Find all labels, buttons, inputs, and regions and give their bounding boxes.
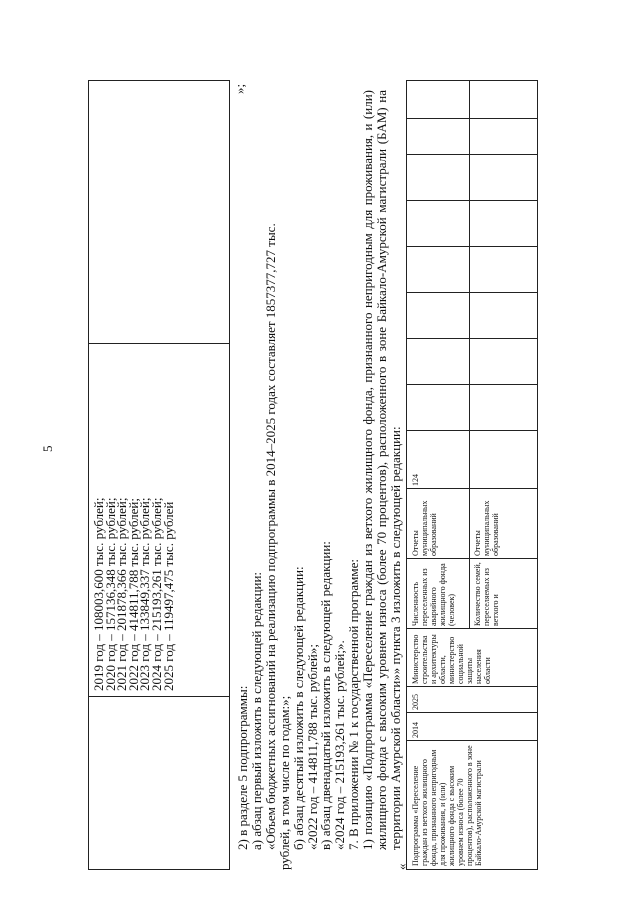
year-row: 2025 год – 119497,475 тыс. рублей <box>160 501 176 691</box>
table-divider <box>407 154 537 155</box>
year-row: 2022 год – 414811,788 тыс. рублей; <box>125 498 141 691</box>
paragraph: в) абзац двенадцатый изложить в следующей редакции: <box>318 541 334 850</box>
table-divider <box>407 558 537 559</box>
table-divider <box>407 430 537 431</box>
executor-cell: Министерство строительства и архитектуры области, министерство социальной защиты населения области <box>411 634 492 684</box>
paragraph: 7. В приложении № 1 к государственной программе: <box>346 559 362 850</box>
table-divider <box>407 200 537 201</box>
indicator-cell: Количество семей, переселяемых из ветхого и <box>473 562 500 626</box>
table-divider <box>407 246 537 247</box>
table-divider <box>89 696 229 697</box>
year-end-cell: 2025 <box>411 694 420 710</box>
table-divider <box>89 343 229 344</box>
program-name-cell: Подпрограмма «Переселение граждан из ветхого жилищного фонда, признанного непригодным для проживания, и (или) жилищного фонда с высоким уровнем износа (более 70 процентов), расположенного в зоне Байкало-Амурской магистрали <box>411 745 483 866</box>
open-quote: « <box>394 863 409 870</box>
source-cell: Отчеты муниципальных образований <box>473 500 500 556</box>
table-row-divider <box>469 81 470 629</box>
value-cell: 124 <box>411 474 420 486</box>
table-divider <box>407 686 537 687</box>
years-list <box>93 498 174 691</box>
table-divider <box>407 384 537 385</box>
table-divider <box>407 488 537 489</box>
program-table <box>406 80 538 870</box>
funding-table <box>88 80 230 870</box>
source-cell: Отчеты муниципальных образований <box>411 500 438 556</box>
paragraph: 1) позицию «Подпрограмма «Переселение граждан из ветхого жилищного фонда, признанного непригодным для проживания, и (или) жилищного фонда с высоким уровнем износа (более 70 процентов), расположенного в зоне Байкало-Амурской магистрали (БАМ) на территории Амурской области»» пункта 3 изложить в следующей редакции: <box>360 90 403 850</box>
closing-quote: »; <box>232 83 247 94</box>
paragraph: «2024 год – 215193,261 тыс. рублей;». <box>332 640 348 850</box>
table-divider <box>407 712 537 713</box>
page-number: 5 <box>40 445 55 452</box>
table-divider <box>407 118 537 119</box>
table-divider <box>407 740 537 741</box>
paragraph: «Объем бюджетных ассигнований на реализацию подпрограммы в 2014–2025 годах составляет 1857377,727 тыс. <box>262 223 278 850</box>
paragraph: б) абзац десятый изложить в следующей редакции: <box>290 566 306 850</box>
table-divider <box>407 292 537 293</box>
rotated-page-content <box>88 80 538 870</box>
paragraph: а) абзац первый изложить в следующей редакции: <box>248 571 264 850</box>
year-row: 2024 год – 215193,261 тыс. рублей; <box>148 497 164 691</box>
body-text <box>236 90 403 870</box>
year-row: 2021 год – 201878,366 тыс. рублей; <box>114 497 130 691</box>
year-row: 2020 год – 157136,348 тыс. рублей; <box>102 497 118 691</box>
year-row: 2019 год – 108003,600 тыс. рублей; <box>91 497 106 691</box>
table-divider <box>407 628 537 629</box>
paragraph: «2022 год – 414811,788 тыс. рублей»; <box>304 644 320 850</box>
year-start-cell: 2014 <box>411 722 420 738</box>
table-divider <box>407 338 537 339</box>
paragraph: рублей, в том числе по годам:»; <box>276 695 292 870</box>
year-row: 2023 год – 133849,337 тыс. рублей; <box>137 497 153 691</box>
paragraph: 2) в разделе 5 подпрограммы: <box>235 685 250 850</box>
indicator-cell: Численность переселенных из аварийного жилищного фонда (человек) <box>411 563 456 626</box>
